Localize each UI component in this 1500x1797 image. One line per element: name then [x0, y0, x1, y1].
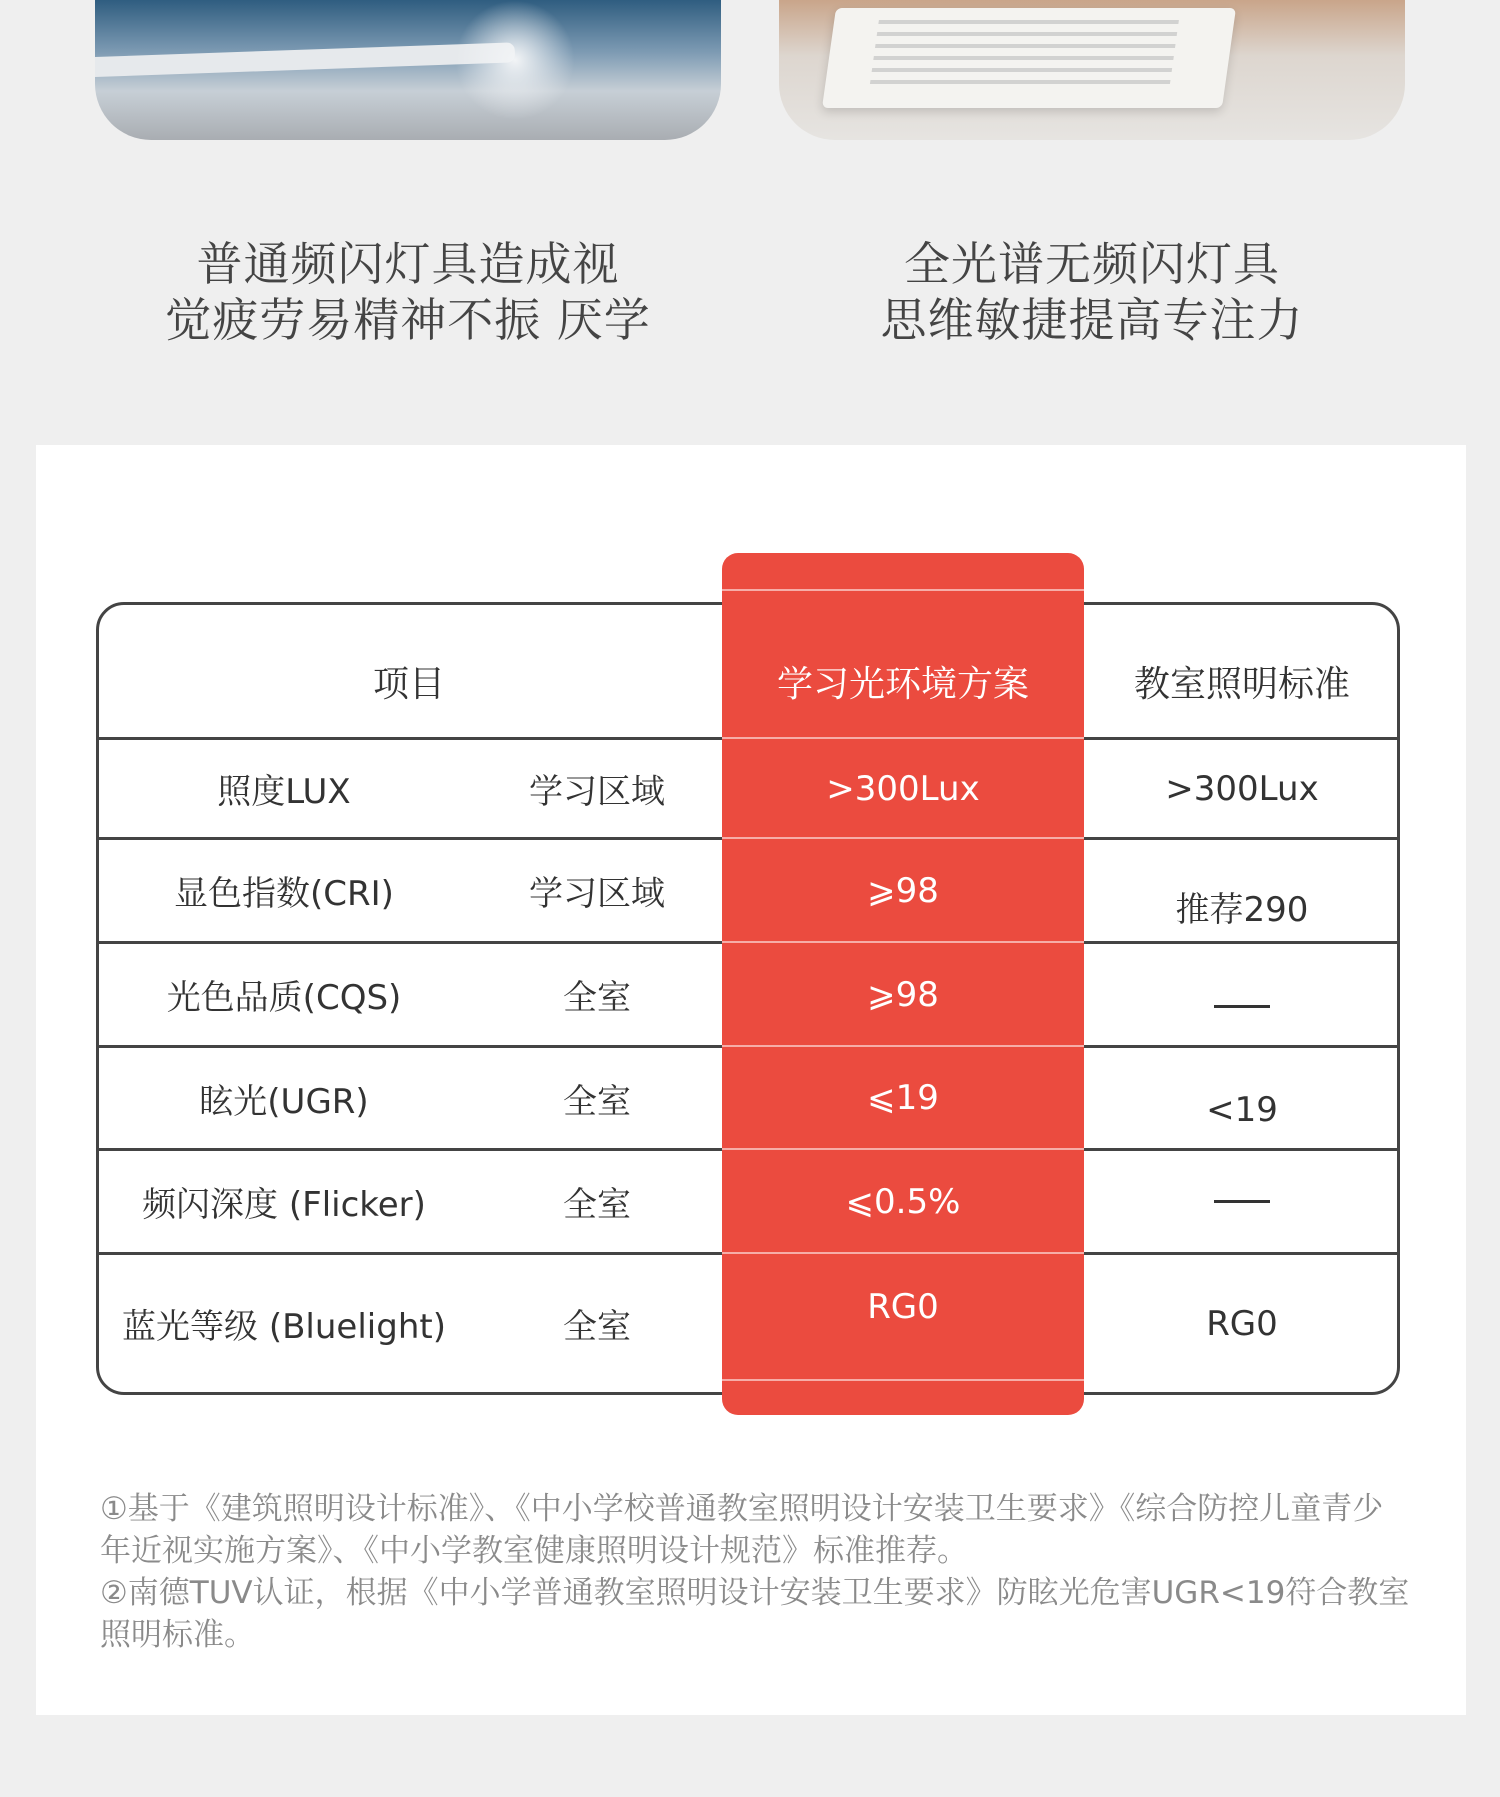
- row-4-item: 频闪深度 (Flicker): [142, 1185, 426, 1225]
- row-3-area: 全室: [563, 1081, 631, 1122]
- row-2-solution: ⩾98: [867, 974, 939, 1015]
- row-1-solution: ⩾98: [867, 870, 939, 911]
- solution-column-divider: [722, 1379, 1084, 1381]
- row-0-area: 学习区域: [529, 772, 665, 812]
- row-0-item: 照度LUX: [217, 772, 351, 812]
- solution-column-divider: [722, 837, 1084, 839]
- row-4-area: 全室: [563, 1185, 631, 1225]
- full-spectrum-lamp-photo: [779, 0, 1405, 140]
- row-0-solution: >300Lux: [826, 768, 980, 809]
- row-1-area: 学习区域: [529, 874, 665, 914]
- solution-column-divider: [722, 941, 1084, 943]
- footnotes: [100, 1488, 1410, 1656]
- row-5-standard: RG0: [1206, 1303, 1278, 1344]
- row-3-item: 眩光(UGR): [199, 1081, 369, 1122]
- row-5-item: 蓝光等级 (Bluelight): [122, 1307, 446, 1347]
- right-caption: [779, 236, 1405, 348]
- row-1-item: 显色指数(CRI): [174, 874, 394, 914]
- footnote-2: ②南德TUV认证，根据《中小学普通教室照明设计安装卫生要求》防眩光危害UGR<19符合教室照明标准。: [100, 1575, 1410, 1653]
- right-caption-line-1: 全光谱无频闪灯具: [904, 237, 1280, 291]
- row-2-item: 光色品质(CQS): [166, 978, 402, 1018]
- footnote-1: ①基于《建筑照明设计标准》、《中小学校普通教室照明设计安装卫生要求》《综合防控儿童青少年近视实施方案》、《中小学教室健康照明设计规范》标准推荐。: [100, 1491, 1384, 1569]
- row-1-standard: 推荐290: [1175, 890, 1309, 930]
- row-4-standard: [1084, 1151, 1400, 1252]
- header-solution: 学习光环境方案: [776, 663, 1029, 705]
- solution-column-divider: [722, 589, 1084, 591]
- left-caption-line-2: 觉疲劳易精神不振 厌学: [165, 293, 651, 347]
- header-item: 项目: [372, 663, 445, 705]
- row-3-solution: ⩽19: [867, 1078, 939, 1118]
- empty-dash: [1214, 1200, 1270, 1203]
- row-5-solution: RG0: [867, 1287, 939, 1327]
- solution-column-divider: [722, 1252, 1084, 1254]
- row-2-standard: [1084, 956, 1400, 1057]
- right-caption-line-2: 思维敏捷提高专注力: [880, 293, 1304, 347]
- row-5-area: 全室: [563, 1307, 631, 1347]
- empty-dash: [1214, 1005, 1270, 1008]
- row-2-area: 全室: [563, 978, 631, 1018]
- solution-column-divider: [722, 1148, 1084, 1150]
- row-0-standard: >300Lux: [1165, 768, 1319, 809]
- solution-column-divider: [722, 1045, 1084, 1047]
- flicker-lamp-photo: [95, 0, 721, 140]
- solution-column-divider: [722, 737, 1084, 739]
- header-standard: 教室照明标准: [1133, 663, 1350, 705]
- left-caption-line-1: 普通频闪灯具造成视: [196, 237, 620, 291]
- left-caption: [95, 236, 721, 348]
- row-4-solution: ⩽0.5%: [845, 1181, 961, 1222]
- row-3-standard: <19: [1206, 1090, 1278, 1130]
